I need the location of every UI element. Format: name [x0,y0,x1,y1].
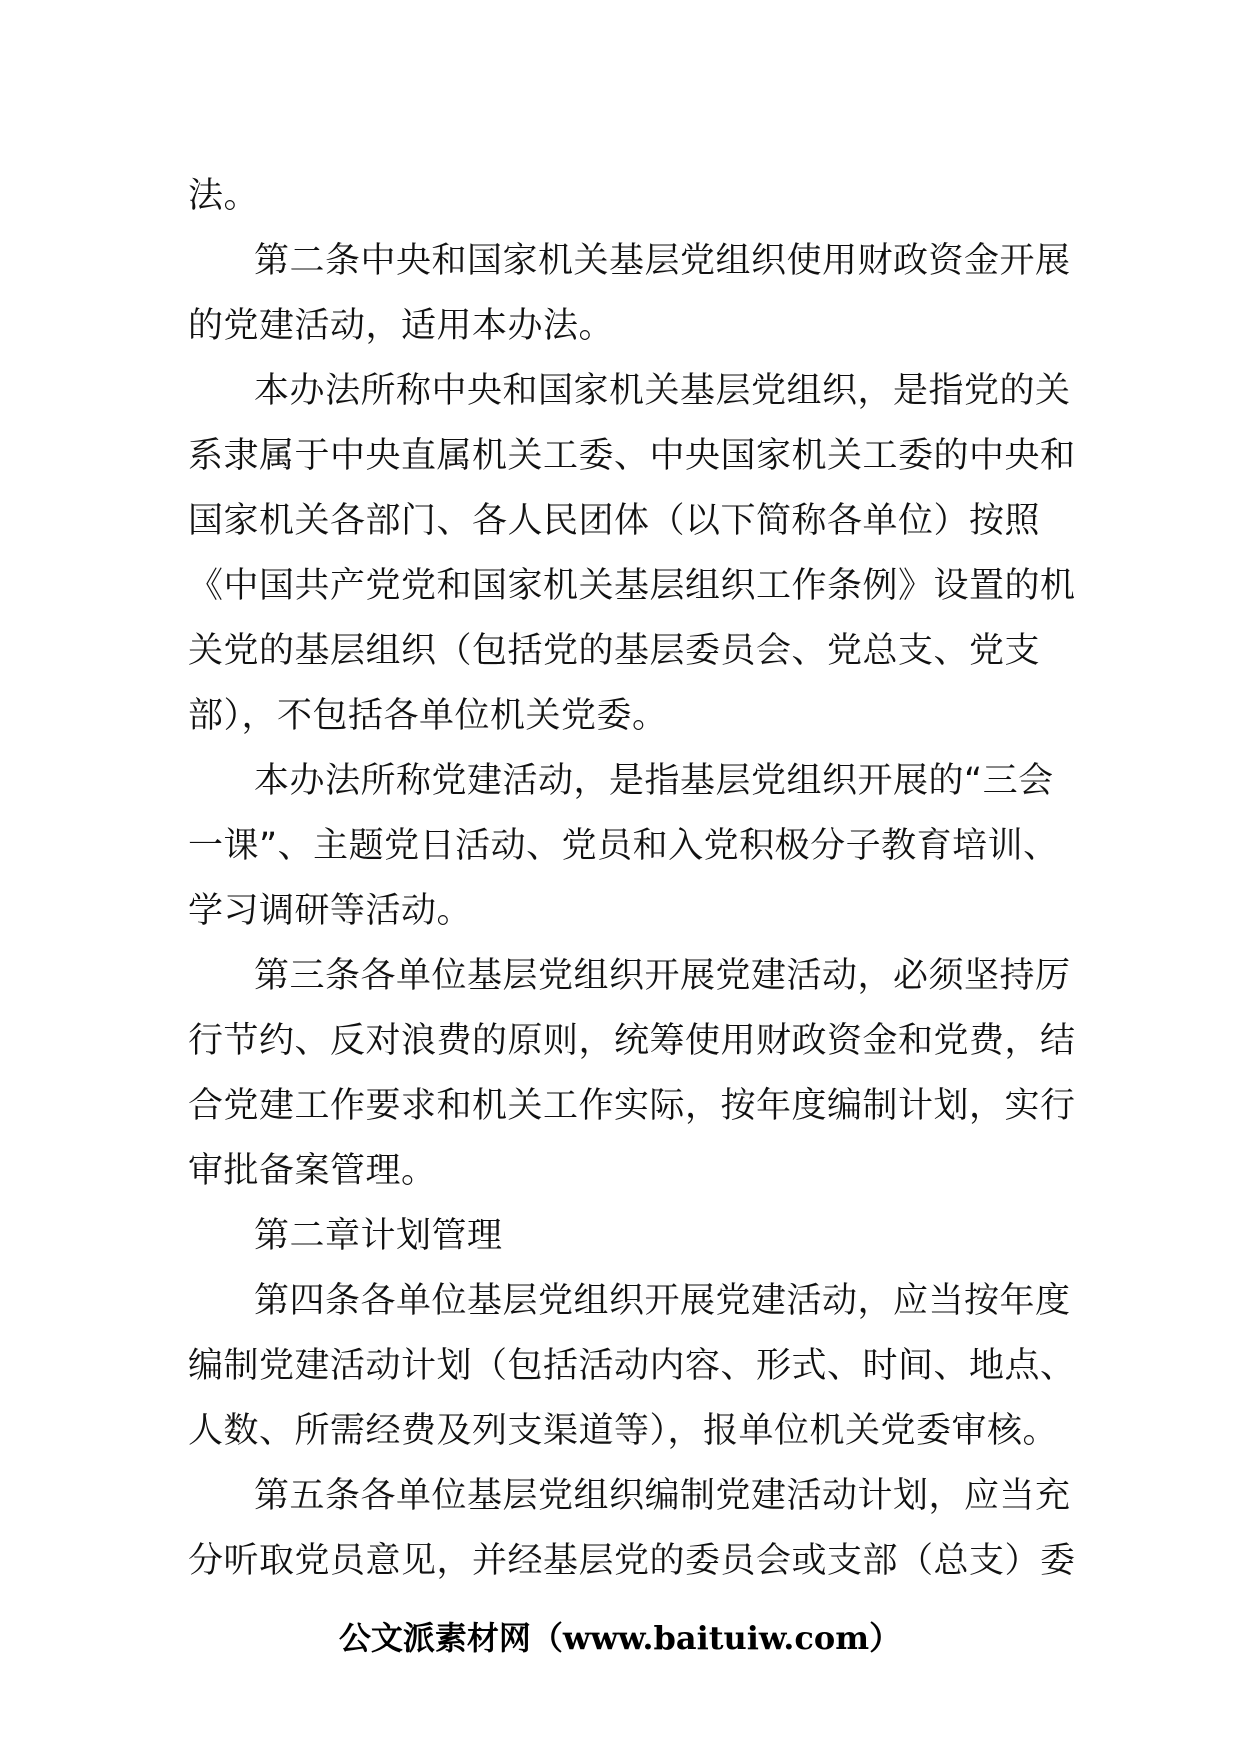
text-line: 国家机关各部门、各人民团体（以下简称各单位）按照 [188,501,1041,541]
text-line: 一课”、主题党日活动、党员和入党积极分子教育培训、 [188,826,1059,866]
text-line: 分听取党员意见，并经基层党的委员会或支部（总支）委 [188,1541,1076,1581]
paragraph-article-5: 第五条各单位基层党组织编制党建活动计划，应当充 [254,1476,1071,1516]
text-line: 人数、所需经费及列支渠道等），报单位机关党委审核。 [188,1411,1059,1451]
text-line: 审批备案管理。 [188,1151,437,1191]
text-line: 学习调研等活动。 [188,891,473,931]
text-line: 编制党建活动计划（包括活动内容、形式、时间、地点、 [188,1346,1076,1386]
chapter-heading: 第二章计划管理 [254,1216,503,1256]
footer-watermark: 公文派素材网（www.baituiw.com） [338,1619,902,1657]
text-line: 关党的基层组织（包括党的基层委员会、党总支、党支 [188,631,1041,671]
text-line: 法。 [188,176,260,216]
text-line: 《中国共产党党和国家机关基层组织工作条例》设置的机 [188,566,1076,606]
text-line: 合党建工作要求和机关工作实际，按年度编制计划，实行 [188,1086,1076,1126]
paragraph-article-4: 第四条各单位基层党组织开展党建活动，应当按年度 [254,1281,1071,1321]
text-line: 的党建活动，适用本办法。 [188,306,615,346]
paragraph-article-3: 第三条各单位基层党组织开展党建活动，必须坚持厉 [254,956,1071,996]
text-line: 行节约、反对浪费的原则，统筹使用财政资金和党费，结 [188,1021,1076,1061]
paragraph-definition-activity: 本办法所称党建活动，是指基层党组织开展的“三会 [254,761,1054,801]
text-line: 系隶属于中央直属机关工委、中央国家机关工委的中央和 [188,436,1076,476]
document-body [188,164,1076,1594]
paragraph-definition-org: 本办法所称中央和国家机关基层党组织，是指党的关 [254,371,1071,411]
paragraph-article-2: 第二条中央和国家机关基层党组织使用财政资金开展 [254,241,1071,281]
text-line: 部），不包括各单位机关党委。 [188,696,668,736]
